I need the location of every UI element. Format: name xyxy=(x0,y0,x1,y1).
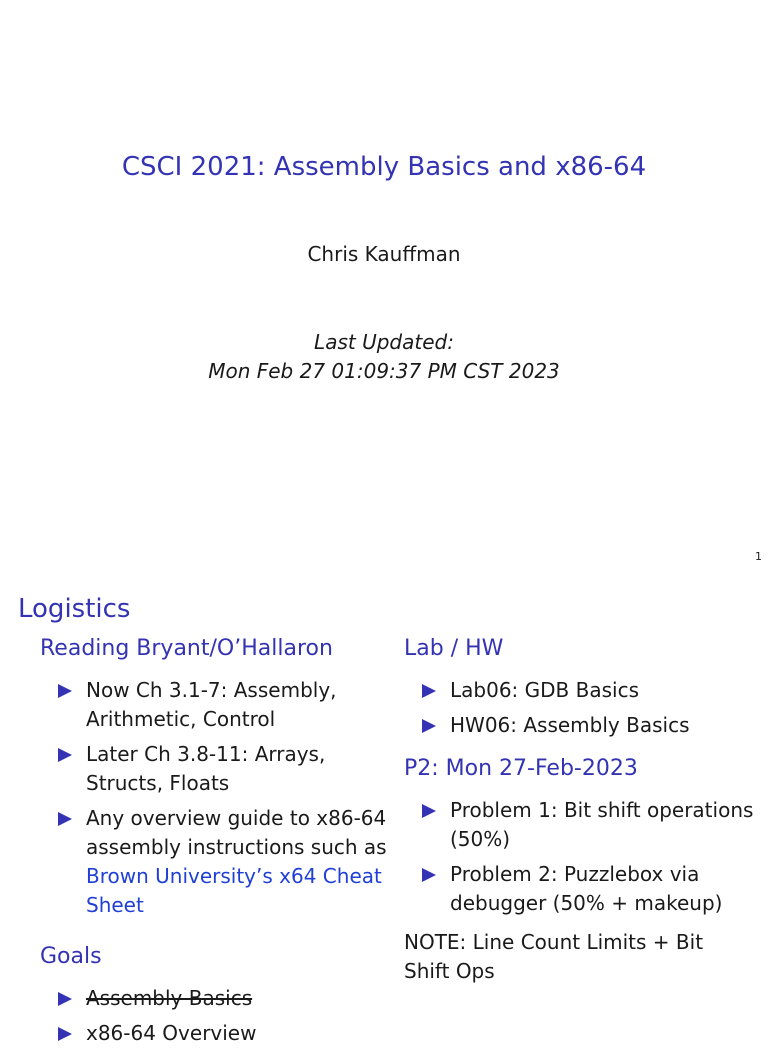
frame-title: Logistics xyxy=(18,594,131,624)
p2-block-title: P2: Mon 27-Feb-2023 xyxy=(404,756,638,781)
slide-title: CSCI 2021: Assembly Basics and x86-64 xyxy=(121,152,647,182)
list-item-text: x86-64 Overview xyxy=(86,1021,257,1045)
bullet-triangle-icon xyxy=(58,684,72,698)
note-text: NOTE: Line Count Limits + Bit Shift Ops xyxy=(404,930,704,983)
reading-block-title: Reading Bryant/O’Hallaron xyxy=(40,636,333,661)
list-item-text: Assembly Basics xyxy=(86,986,253,1010)
list-item xyxy=(404,676,754,705)
list-item xyxy=(404,796,754,854)
bullet-triangle-icon xyxy=(58,748,72,762)
list-item xyxy=(404,711,754,740)
bullet-triangle-icon xyxy=(58,1027,72,1041)
lab-hw-block-title: Lab / HW xyxy=(404,636,504,661)
right-column xyxy=(404,632,754,986)
list-item-text: Now Ch 3.1-7: Assembly, Arithmetic, Control xyxy=(86,678,337,731)
list-item xyxy=(40,804,390,920)
list-item-text: Problem 1: Bit shift operations (50%) xyxy=(450,798,754,851)
last-updated xyxy=(0,328,768,386)
list-item xyxy=(40,740,390,798)
last-updated-value: Mon Feb 27 01:09:37 PM CST 2023 xyxy=(208,359,560,383)
list-item-text: Problem 2: Puzzlebox via debugger (50% + makeup) xyxy=(450,862,723,915)
logistics-slide xyxy=(0,574,768,1045)
cheat-sheet-link[interactable]: Brown University’s x64 Cheat Sheet xyxy=(86,864,382,917)
bullet-triangle-icon xyxy=(58,992,72,1006)
lab-hw-list xyxy=(404,676,754,740)
page-number: 1 xyxy=(755,550,762,563)
bullet-triangle-icon xyxy=(422,719,436,733)
list-item xyxy=(404,860,754,918)
list-item xyxy=(40,984,390,1013)
goals-list xyxy=(40,984,390,1048)
goals-block-title: Goals xyxy=(40,944,102,969)
bullet-triangle-icon xyxy=(58,812,72,826)
reading-list xyxy=(40,676,390,920)
list-item xyxy=(40,1019,390,1048)
list-item-text: HW06: Assembly Basics xyxy=(450,713,690,737)
bullet-triangle-icon xyxy=(422,804,436,818)
bullet-triangle-icon xyxy=(422,868,436,882)
list-item-text: Any overview guide to x86-64 assembly instructions such as xyxy=(86,806,387,859)
list-item-text: Lab06: GDB Basics xyxy=(450,678,639,702)
p2-list xyxy=(404,796,754,918)
left-column xyxy=(40,632,390,1060)
bullet-triangle-icon xyxy=(422,684,436,698)
list-item xyxy=(40,676,390,734)
author-name: Chris Kauffman xyxy=(307,242,461,266)
list-item-text: Later Ch 3.8-11: Arrays, Structs, Floats xyxy=(86,742,326,795)
last-updated-label: Last Updated: xyxy=(314,330,454,354)
